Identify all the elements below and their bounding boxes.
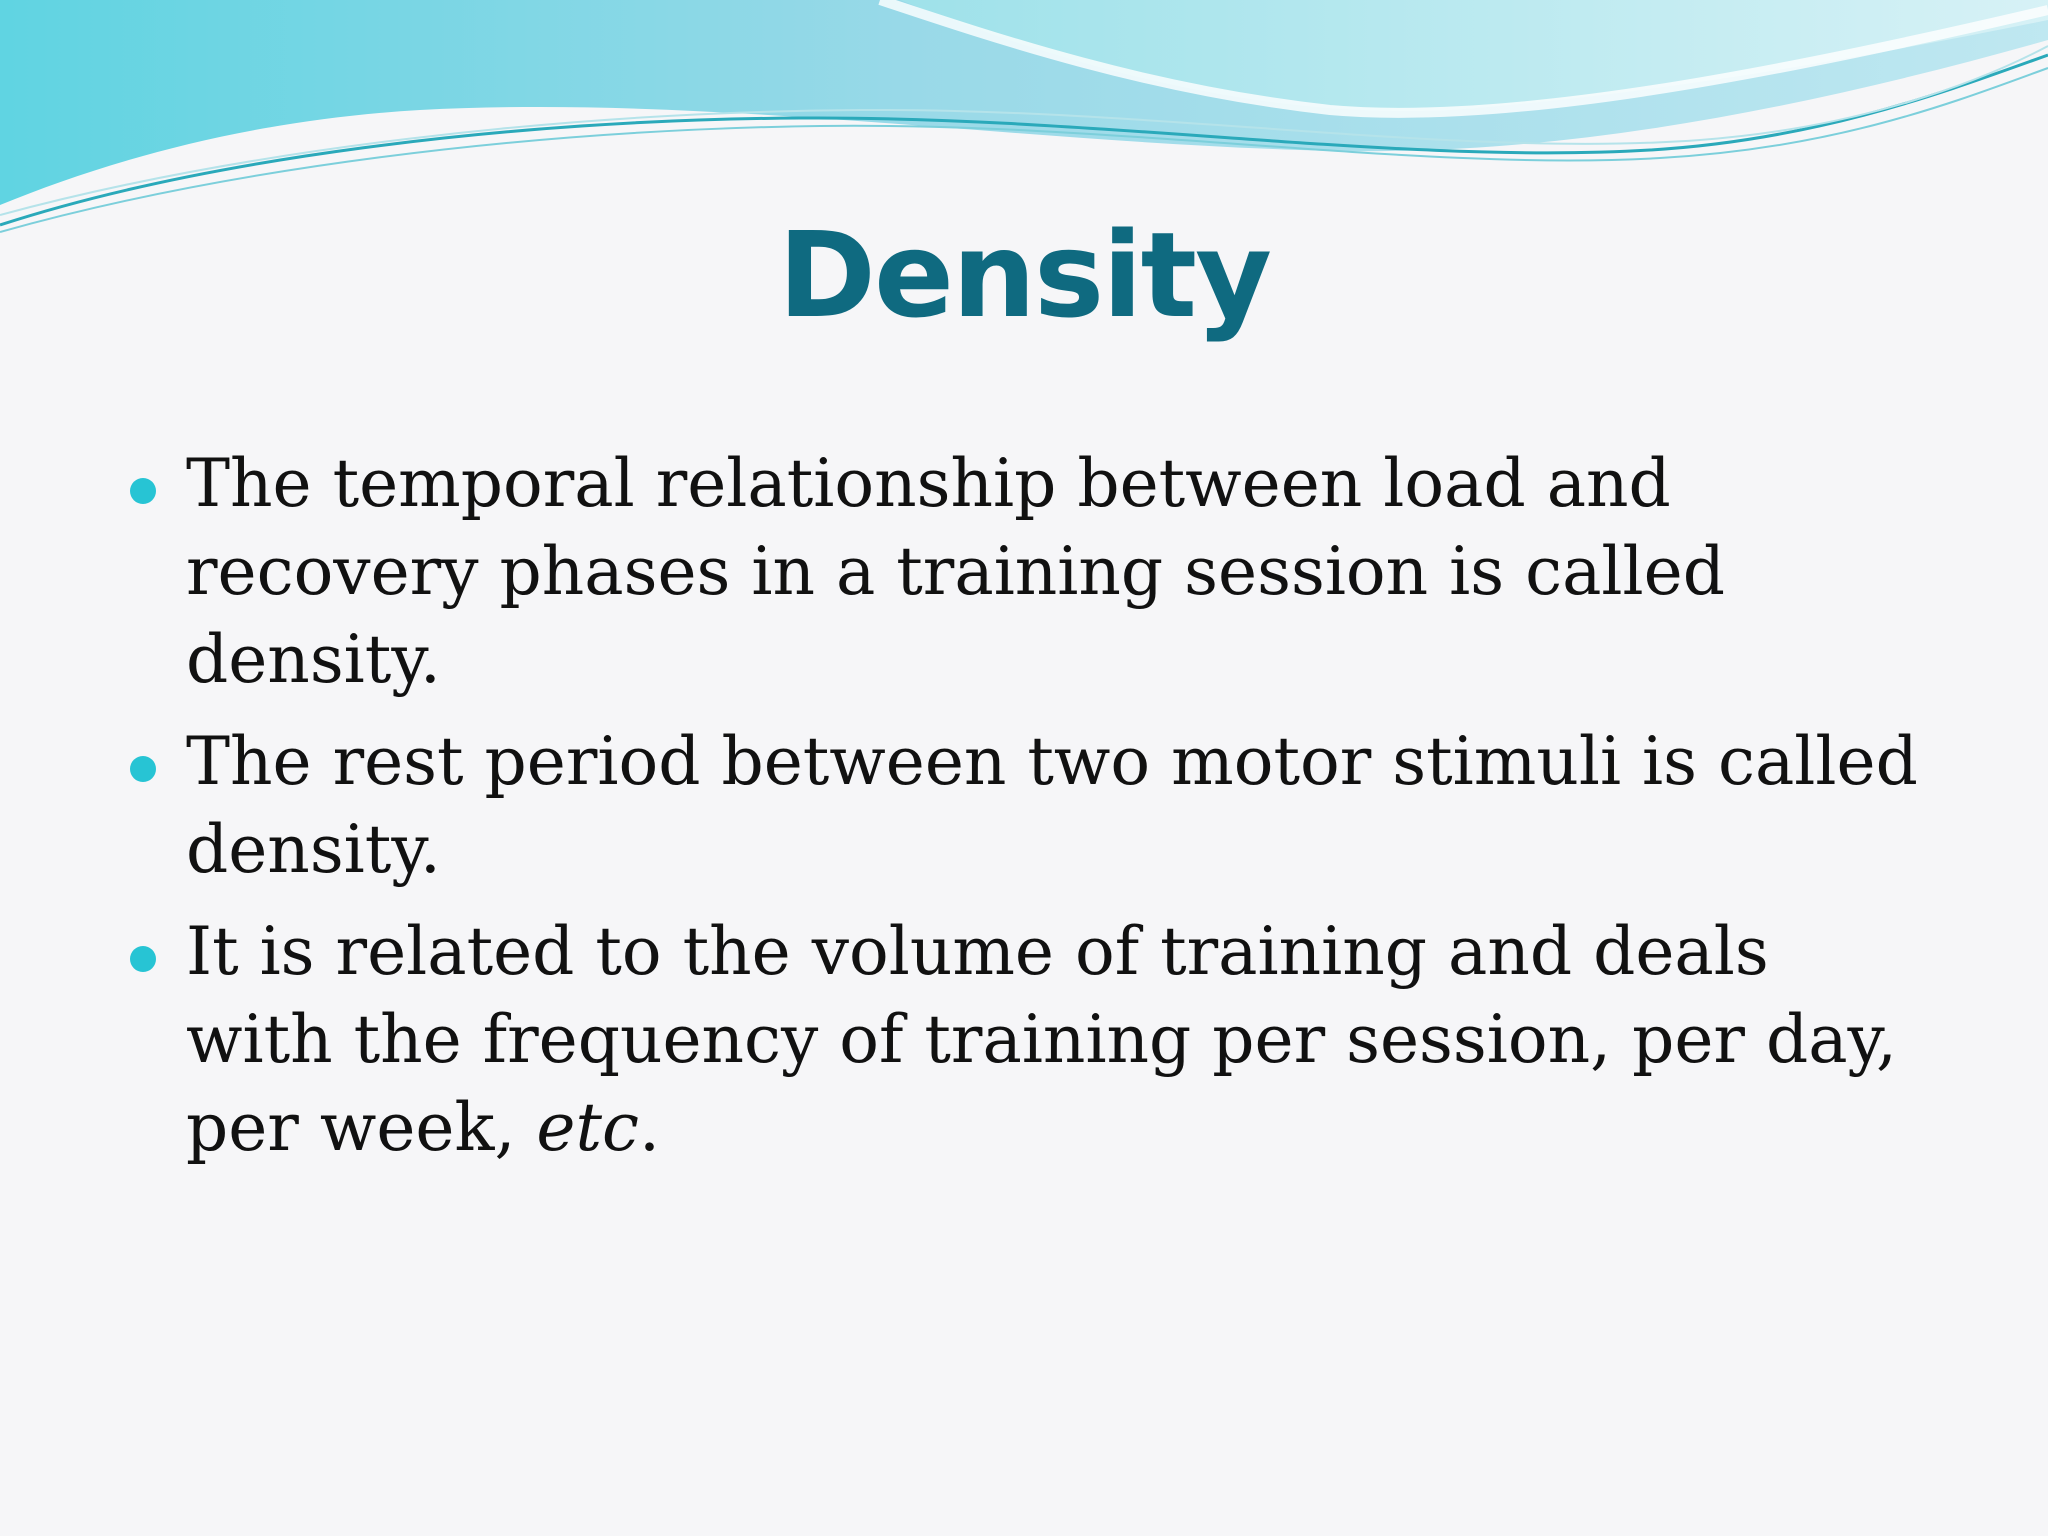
bullet-text-end: . (638, 1089, 660, 1166)
bullet-dot-icon (130, 756, 156, 782)
bullet-item-2 (130, 718, 1920, 894)
bullet-list (130, 440, 1920, 1186)
slide-title: Density (778, 206, 1270, 344)
bullet-text: The temporal relationship between load and recovery phases in a training session is called density. (186, 445, 1725, 698)
bullet-item-3 (130, 908, 1920, 1172)
bullet-text-italic: etc (536, 1089, 639, 1166)
bullet-text: The rest period between two motor stimuli is called density. (186, 723, 1918, 888)
bullet-item-1 (130, 440, 1920, 704)
bullet-dot-icon (130, 478, 156, 504)
bullet-text: It is related to the volume of training and deals with the frequency of training per session, per day, per week, (186, 913, 1898, 1166)
bullet-dot-icon (130, 946, 156, 972)
